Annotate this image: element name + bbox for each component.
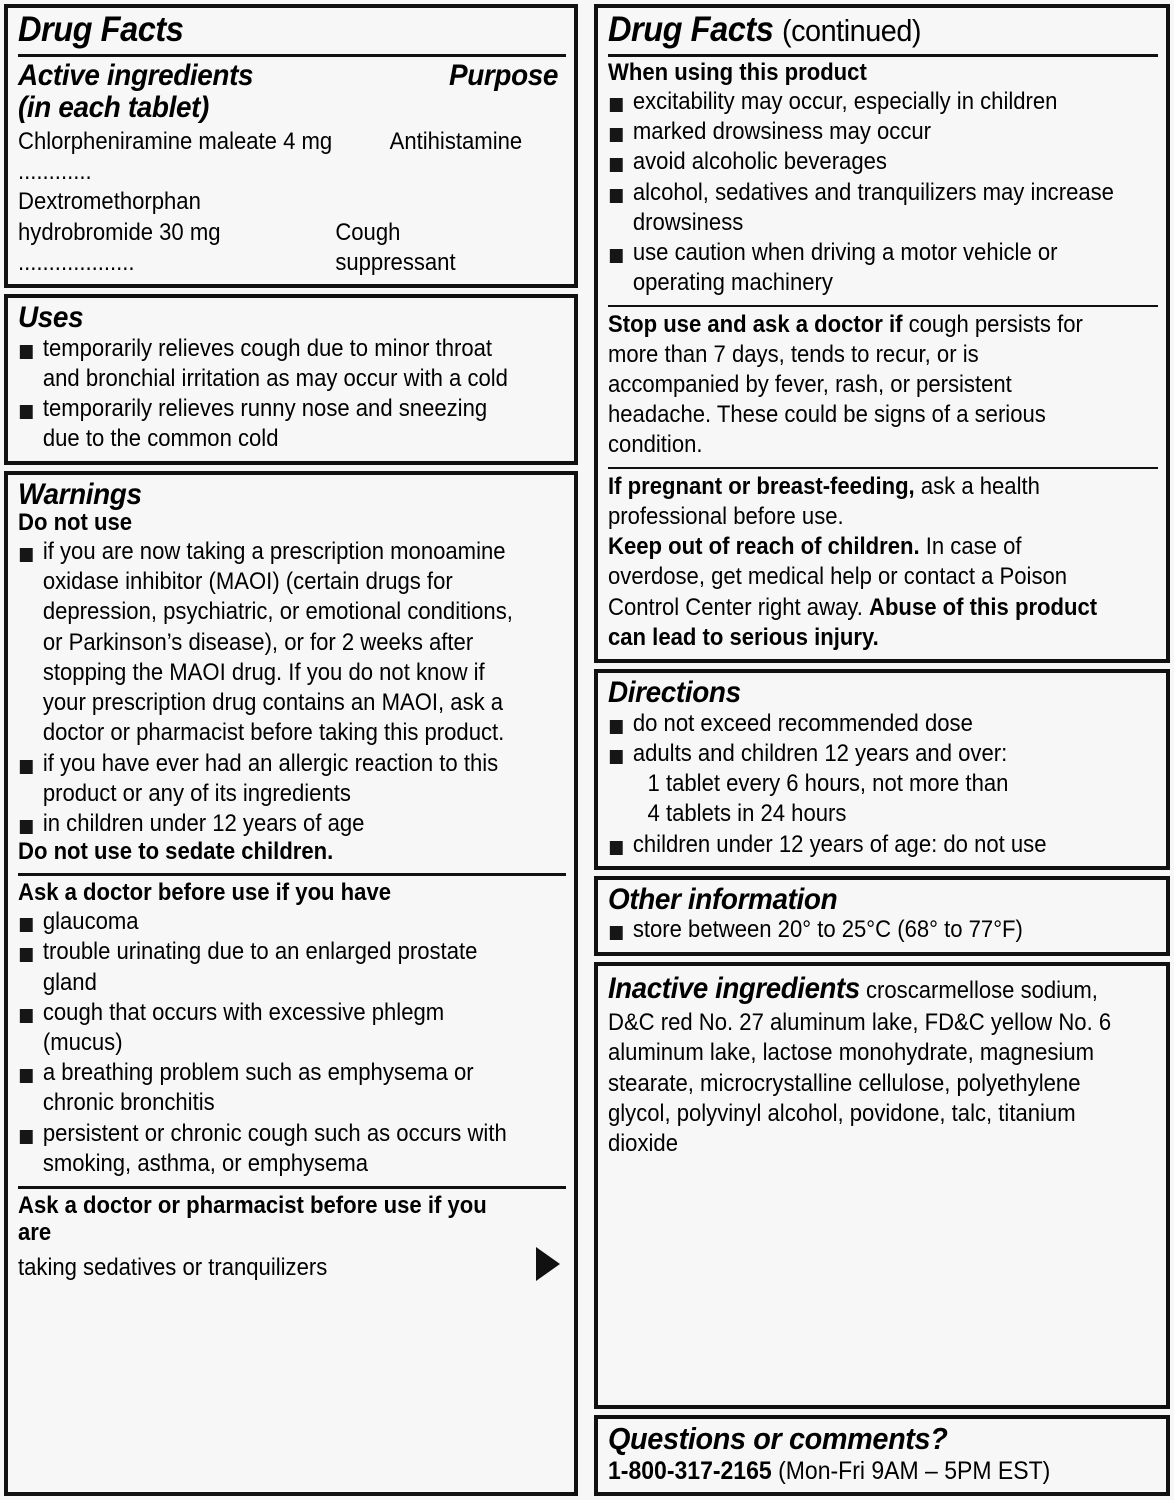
active-ingredients-section <box>4 4 578 288</box>
phone-number[interactable]: 1-800-317-2165 <box>608 1457 772 1485</box>
list-item: temporarily relieves cough due to minor throat and bronchial irritation as may occur with a cold <box>18 334 522 394</box>
when-using-bullet-list <box>608 87 1158 299</box>
do-not-sedate-note: Do not use to sedate children. <box>18 838 334 866</box>
warnings-heading: Warnings <box>18 477 142 511</box>
active-ingredients-heading-line1: Active ingredients <box>18 59 254 92</box>
questions-contact-line <box>608 1456 1114 1486</box>
ingredient-purpose: Cough suppressant <box>335 218 456 276</box>
other-information-section <box>594 876 1170 956</box>
ingredient-purpose: Antihistamine <box>389 128 523 155</box>
left-column <box>4 4 588 1496</box>
list-item: store between 20° to 25°C (68° to 77°F) <box>608 915 1114 945</box>
warnings-section <box>4 471 578 1496</box>
list-item-subline: 1 tablet every 6 hours, not more than <box>647 770 1009 798</box>
ingredient-name: hydrobromide 30 mg ................... <box>18 218 221 276</box>
list-item: trouble urinating due to an enlarged prostate gland <box>18 937 522 997</box>
pregnancy-paragraph <box>608 472 1114 532</box>
warnings-divider-1 <box>18 873 566 876</box>
active-ingredients-heading-line2: (in each tablet) <box>18 90 209 124</box>
list-item: glaucoma <box>18 907 522 937</box>
stop-use-paragraph <box>608 310 1114 461</box>
ingredient-row <box>18 218 522 278</box>
list-item: cough that occurs with excessive phlegm (mucus) <box>18 998 522 1058</box>
directions-bullet-list <box>608 709 1158 860</box>
do-not-use-bullet-list <box>18 537 566 839</box>
ingredient-row: Dextromethorphan <box>18 188 201 216</box>
list-item-subline: 4 tablets in 24 hours <box>647 800 847 828</box>
list-item: avoid alcoholic beverages <box>608 147 1114 177</box>
uses-section <box>4 294 578 464</box>
list-item: a breathing problem such as emphysema or chronic bronchitis <box>18 1058 522 1118</box>
list-item: marked drowsiness may occur <box>608 117 1114 147</box>
keep-out-paragraph <box>608 532 1114 653</box>
keep-out-bold-tail: Abuse of this product can lead to serious injury. <box>608 593 1098 651</box>
ask-doctor-heading: Ask a doctor before use if you have <box>18 879 392 907</box>
list-item: excitability may occur, especially in children <box>608 87 1114 117</box>
ask-doctor-bullet-list <box>18 907 566 1179</box>
uses-bullet-list <box>18 334 566 455</box>
purpose-heading: Purpose <box>448 59 558 92</box>
right-column <box>588 4 1170 1496</box>
phone-hours: (Mon-Fri 9AM – 5PM EST) <box>771 1457 1051 1485</box>
ask-pharmacist-body: taking sedatives or tranquilizers <box>18 1253 328 1281</box>
title-divider <box>608 54 1158 57</box>
list-item: use caution when driving a motor vehicle or operating machinery <box>608 238 1114 298</box>
keep-out-body: In case of overdose, get medical help or contact a Poison Control Center right away. <box>608 533 1068 621</box>
list-item <box>608 739 1114 830</box>
list-item: if you have ever had an allergic reaction to this product or any of its ingredients <box>18 749 522 809</box>
continue-arrow-icon <box>536 1247 560 1281</box>
other-information-bullet-list <box>608 915 1158 945</box>
active-ingredients-heading-row <box>18 60 566 92</box>
ask-pharmacist-heading: Ask a doctor or pharmacist before use if you are <box>18 1192 487 1247</box>
list-item: children under 12 years of age: do not use <box>608 830 1114 860</box>
inactive-ingredients-heading: Inactive ingredients <box>608 971 860 1005</box>
pregnancy-body: ask a health professional before use. <box>608 472 1040 530</box>
continued-label: (continued) <box>781 13 922 48</box>
list-item: persistent or chronic cough such as occurs with smoking, asthma, or emphysema <box>18 1119 522 1179</box>
page-title: Drug Facts <box>18 10 184 49</box>
keep-out-lead: Keep out of reach of children. <box>608 533 920 561</box>
when-using-heading: When using this product <box>608 59 867 86</box>
questions-heading: Questions or comments? <box>608 1421 948 1457</box>
list-item: alcohol, sedatives and tranquilizers may increase drowsiness <box>608 178 1114 238</box>
right-divider-1 <box>608 305 1158 307</box>
title-divider <box>18 54 566 57</box>
inactive-ingredients-body: croscarmellose sodium, D&C red No. 27 aluminum lake, FD&C yellow No. 6 aluminum lake, lactose monohydrate, magnesium stearate, microcrystalline cellulose, polyethylene glycol, polyvinyl alcohol, povidone, talc, titanium dioxide <box>608 976 1112 1158</box>
inactive-ingredients-paragraph <box>608 970 1114 1160</box>
do-not-use-heading: Do not use <box>18 509 133 537</box>
ask-pharmacist-body-row <box>18 1247 566 1283</box>
warnings-divider-2 <box>18 1186 566 1189</box>
stop-use-lead: Stop use and ask a doctor if <box>608 310 903 338</box>
directions-section <box>594 669 1170 870</box>
uses-heading: Uses <box>18 301 84 335</box>
page-title-text: Drug Facts <box>608 10 774 49</box>
list-item: temporarily relieves runny nose and sneezing due to the common cold <box>18 394 522 454</box>
list-item: do not exceed recommended dose <box>608 709 1114 739</box>
pregnancy-lead: If pregnant or breast-feeding, <box>608 472 915 500</box>
other-information-heading: Other information <box>608 882 838 916</box>
list-item-label: adults and children 12 years and over: <box>632 739 1008 767</box>
inactive-ingredients-section <box>594 962 1170 1410</box>
directions-heading: Directions <box>608 676 741 710</box>
list-item: in children under 12 years of age <box>18 809 522 839</box>
stop-use-body: cough persists for more than 7 days, tends to recur, or is accompanied by fever, rash, or persistent headache. These could be signs of a serious condition. <box>608 310 1083 459</box>
list-item: if you are now taking a prescription monoamine oxidase inhibitor (MAOI) (certain drugs for depression, psychiatric, or emotional conditions, or Parkinson’s disease), or for 2 weeks after stopping the MAOI drug. If you do not know if your prescription drug contains an MAOI, ask a doctor or pharmacist before taking this product. <box>18 537 522 749</box>
ingredient-row <box>18 127 522 187</box>
questions-section <box>594 1415 1170 1496</box>
page-title-continued <box>608 12 1120 47</box>
warnings-continued-section <box>594 4 1170 663</box>
right-divider-2 <box>608 467 1158 469</box>
ingredient-name: Chlorpheniramine maleate 4 mg ............ <box>18 128 333 186</box>
